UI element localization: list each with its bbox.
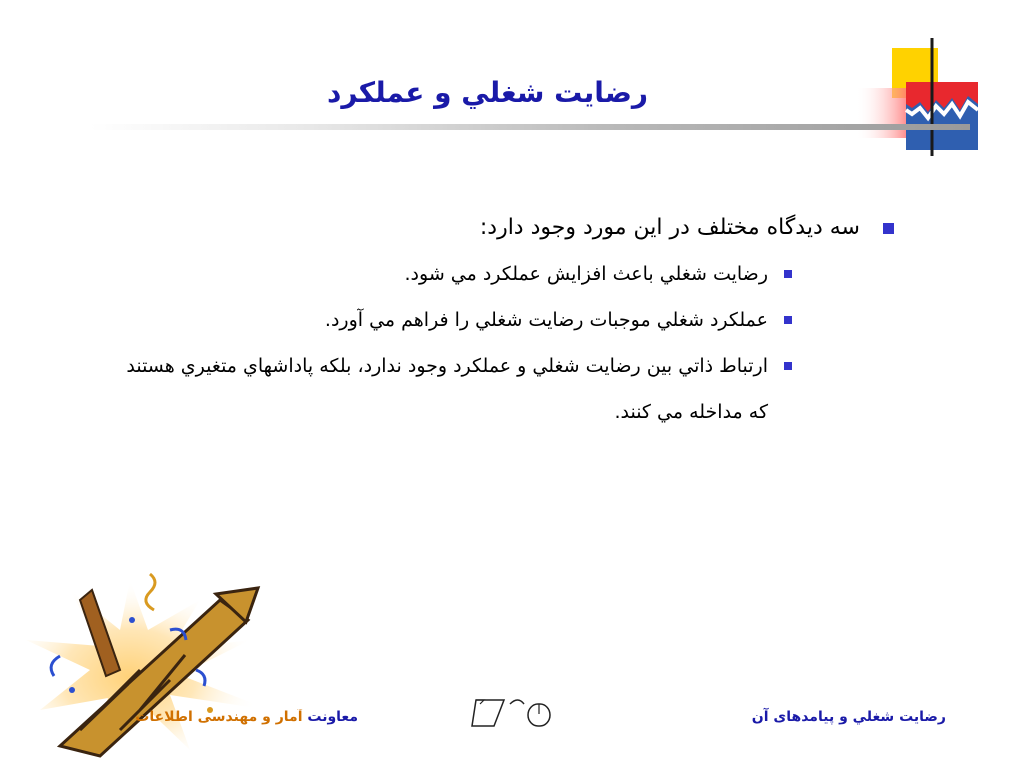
title-divider [90, 124, 970, 130]
slide-title: رضايت شغلي و عملكرد [327, 76, 648, 109]
footer-org-word2: آمار و مهندسی اطلاعات [135, 709, 303, 725]
page-number-glyph [470, 696, 560, 730]
slide-content [120, 205, 896, 435]
company-logo [856, 38, 982, 158]
square-bullet-icon [784, 270, 792, 278]
bullet-text: ارتباط ذاتي بين رضايت شغلي و عملكرد وجود ندارد، بلكه پاداشهاي متغيري هستند كه مداخله مي كنند. [126, 355, 768, 423]
sub-bullet-item [120, 251, 896, 297]
sub-bullet-item [120, 343, 896, 435]
bullet-text: رضايت شغلي باعث افزايش عملكرد مي شود. [404, 263, 768, 285]
footer-org-word1: معاونت [307, 709, 358, 725]
bullet-item [120, 205, 896, 251]
footer-organization [120, 709, 358, 725]
square-bullet-icon [883, 223, 894, 234]
sub-bullet-item [120, 297, 896, 343]
square-bullet-icon [784, 362, 792, 370]
footer-title: رضايت شغلي و پيامدهای آن [751, 709, 946, 725]
firework-clipart [20, 560, 290, 760]
bullet-text: سه دیدگاه مختلف در این مورد وجود دارد: [479, 215, 860, 240]
bullet-text: عملكرد شغلي موجبات رضايت شغلي را فراهم مي آورد. [324, 309, 768, 331]
square-bullet-icon [784, 316, 792, 324]
